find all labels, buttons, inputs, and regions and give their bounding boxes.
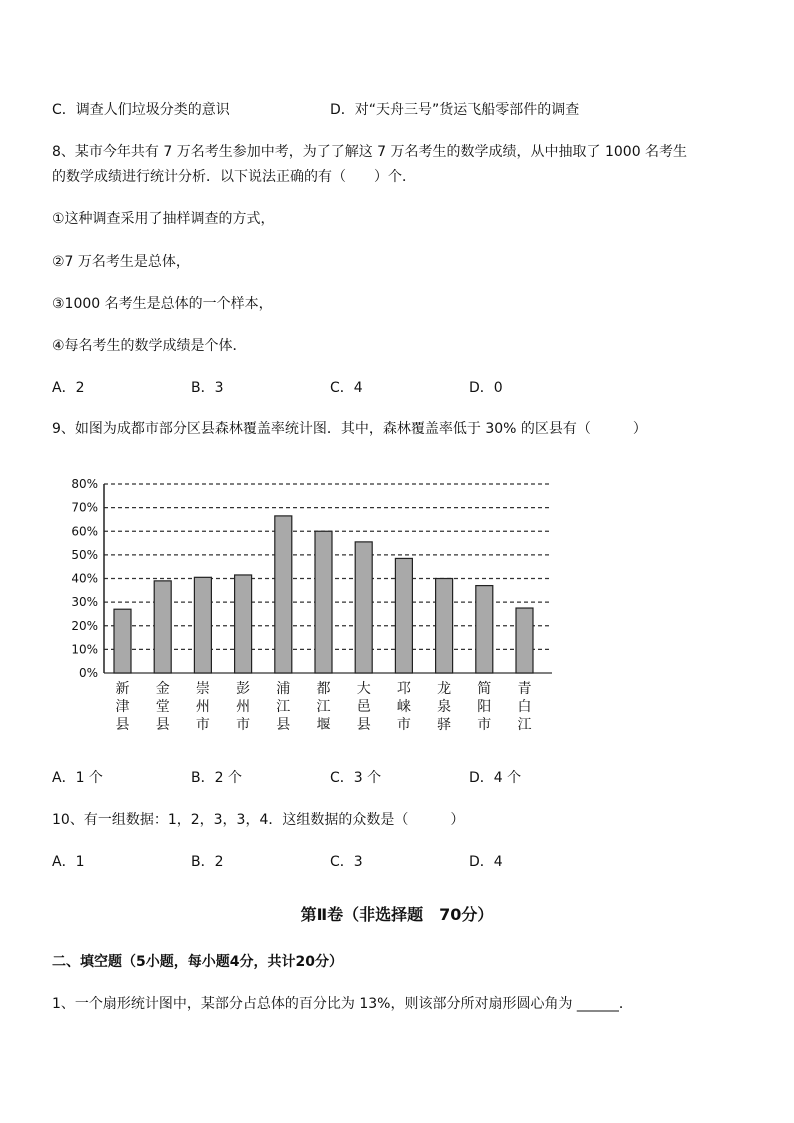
bar	[355, 542, 372, 673]
q8-statement-1: ①这种调查采用了抽样调查的方式，	[52, 211, 275, 227]
part2-title: 第Ⅱ卷（非选择题 70分）	[300, 905, 494, 924]
y-tick-label: 80%	[71, 477, 98, 491]
q8-statement-3: ③1000 名考生是总体的一个样本，	[52, 296, 273, 312]
q7-option-c: C．调查人们垃圾分类的意识	[52, 102, 230, 118]
x-tick-label: 青白江	[517, 681, 532, 733]
bar	[315, 531, 332, 673]
q10-option-a: A．1	[52, 854, 85, 870]
q8-option-a: A．2	[52, 380, 85, 396]
y-tick-label: 50%	[71, 547, 98, 562]
q10-option-b: B．2	[191, 854, 224, 870]
q8-option-b: B．3	[191, 380, 224, 396]
x-tick-label: 新津县	[115, 681, 130, 733]
bar	[194, 577, 211, 673]
y-tick-label: 0%	[78, 666, 98, 680]
forest-coverage-bar-chart	[60, 474, 560, 744]
x-tick-label: 大邑县	[356, 681, 371, 733]
y-tick-label: 30%	[71, 595, 98, 610]
bar	[395, 558, 412, 673]
q9-option-d: D．4 个	[469, 770, 522, 786]
y-tick-label: 10%	[71, 642, 98, 657]
y-tick-label: 20%	[71, 618, 98, 633]
q8-statement-2: ②7 万名考生是总体，	[52, 254, 190, 270]
fill-blank-section-heading: 二、填空题（5小题，每小题4分，共计20分）	[52, 954, 343, 970]
q8-stem-line2: 的数学成绩进行统计分析．以下说法正确的有（ ）个．	[52, 169, 416, 185]
q8-option-d: D．0	[469, 380, 503, 396]
bar	[114, 609, 131, 673]
q10-stem: 10、有一组数据：1，2，3，3，4．这组数据的众数是（ ）	[52, 812, 465, 828]
q8-option-c: C．4	[330, 380, 363, 396]
x-tick-label: 崇州市	[195, 681, 210, 733]
q9-option-c: C．3 个	[330, 770, 382, 786]
bar	[154, 581, 171, 673]
y-tick-label: 40%	[71, 571, 98, 586]
q8-statement-4: ④每名考生的数学成绩是个体．	[52, 338, 247, 354]
x-tick-label: 金堂县	[155, 681, 170, 733]
x-tick-label: 彭州市	[236, 681, 251, 733]
q9-stem: 9、如图为成都市部分区县森林覆盖率统计图．其中，森林覆盖率低于 30% 的区县有（ ）	[52, 421, 647, 437]
y-tick-label: 70%	[71, 500, 98, 515]
x-tick-label: 简阳市	[477, 681, 492, 733]
q9-option-b: B．2 个	[191, 770, 242, 786]
fill-blank-q1: 1、一个扇形统计图中，某部分占总体的百分比为 13%，则该部分所对扇形圆心角为 ______．	[52, 996, 633, 1012]
bar	[476, 586, 493, 673]
bar	[516, 608, 533, 673]
x-tick-label: 浦江县	[276, 681, 291, 733]
q9-option-a: A．1 个	[52, 770, 103, 786]
x-tick-label: 龙泉驿	[437, 681, 452, 733]
q10-option-d: D．4	[469, 854, 503, 870]
bar	[275, 516, 292, 673]
x-tick-label: 邛崃市	[396, 681, 411, 733]
bar	[235, 575, 252, 673]
x-tick-label: 都江堰	[316, 681, 331, 733]
q8-stem-line1: 8、某市今年共有 7 万名考生参加中考，为了了解这 7 万名考生的数学成绩，从中抽取了 1000 名考生	[52, 144, 688, 160]
q7-option-d: D．对“天舟三号”货运飞船零部件的调查	[330, 102, 580, 118]
q10-option-c: C．3	[330, 854, 363, 870]
bar	[436, 579, 453, 674]
y-tick-label: 60%	[71, 524, 98, 539]
